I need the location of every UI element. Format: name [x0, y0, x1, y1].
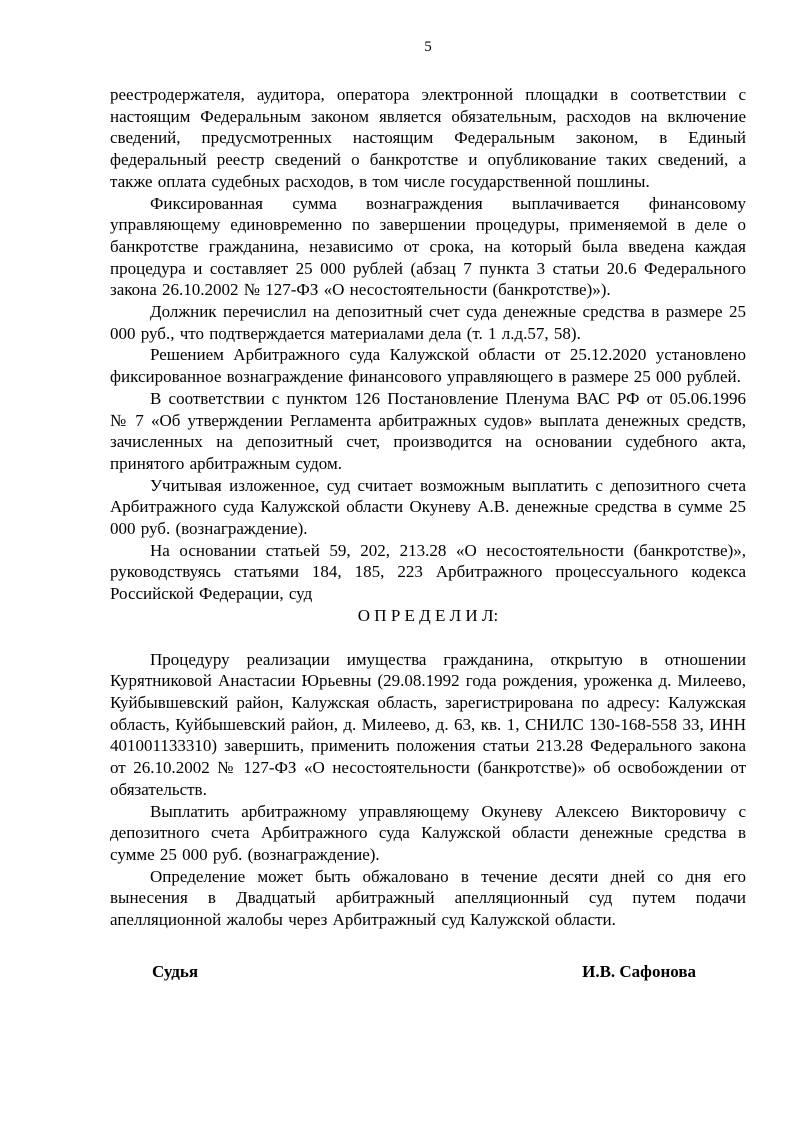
paragraph-plenum-rule: В соответствии с пунктом 126 Постановление Пленума ВАС РФ от 05.06.1996 № 7 «Об утверждении Регламента арбитражных судов» выплата денежных средств, зачисленных на депозитный счет, производится на основании судебного акта, принятого арбитражным судом. — [110, 388, 746, 473]
document-body — [110, 38, 746, 982]
paragraph-legal-basis: На основании статьей 59, 202, 213.28 «О несостоятельности (банкротстве)», руководствуясь статьями 184, 185, 223 Арбитражного процессуального кодекса Российской Федерации, суд — [110, 540, 746, 604]
signature-row — [110, 961, 746, 983]
paragraph-procedure-completion: Процедуру реализации имущества гражданина, открытую в отношении Курятниковой Анастасии Юрьевны (29.08.1992 года рождения, уроженка д. Милеево, Куйбывшевский район, Калужская область, зарегистрирована по адресу: Калужская область, Куйбышевский район, д. Милеево, д. 63, кв. 1, СНИЛС 130-168-558 33, ИНН 401001133310) завершить, применить положения статьи 213.28 Федерального закона от 26.10.2002 № 127-ФЗ «О несостоятельности (банкротстве)» об освобождении от обязательств. — [110, 649, 746, 799]
paragraph-appeal-terms: Определение может быть обжаловано в течение десяти дней со дня его вынесения в Двадцатый арбитражный апелляционный суд путем подачи апелляционной жалобы через Арбитражный суд Калужской области. — [110, 866, 746, 930]
paragraph-fixed-fee: Фиксированная сумма вознаграждения выплачивается финансовому управляющему единовременно по завершении процедуры, применяемой в деле о банкротстве гражданина, независимо от срока, на который была введена каждая процедура и составляет 25 000 рублей (абзац 7 пункта 3 статьи 20.6 Федерального закона 26.10.2002 № 127-ФЗ «О несостоятельности (банкротстве)»). — [110, 193, 746, 300]
paragraph-continuation: реестродержателя, аудитора, оператора электронной площадки в соответствии с настоящим Федеральным законом является обязательным, расходов на включение сведений, предусмотренных настоящим Федеральным законом, в Единый федеральный реестр сведений о банкротстве и опубликование таких сведений, а также оплата судебных расходов, в том числе государственной пошлины. — [110, 85, 746, 191]
paragraph-payment-possible: Учитывая изложенное, суд считает возможным выплатить с депозитного счета Арбитражного суда Калужской области Окуневу А.В. денежные средства в сумме 25 000 руб. (вознаграждение). — [110, 475, 746, 539]
paragraph-deposit: Должник перечислил на депозитный счет суда денежные средства в размере 25 000 руб., что подтверждается материалами дела (т. 1 л.д.57, 58). — [110, 302, 746, 343]
resolution-heading: О П Р Е Д Е Л И Л: — [357, 605, 499, 625]
signature-role: Судья — [152, 961, 199, 981]
page-number: 5 — [424, 39, 432, 55]
paragraph-court-decision: Решением Арбитражного суда Калужской области от 25.12.2020 установлено фиксированное вознаграждение финансового управляющего в размере 25 000 рублей. — [110, 345, 746, 387]
paragraph-payment-order: Выплатить арбитражному управляющему Окуневу Алексею Викторовичу с депозитного счета Арбитражного суда Калужской области денежные средства в сумме 25 000 руб. (вознаграждение). — [110, 801, 746, 864]
signature-name: И.В. Сафонова — [582, 961, 696, 981]
